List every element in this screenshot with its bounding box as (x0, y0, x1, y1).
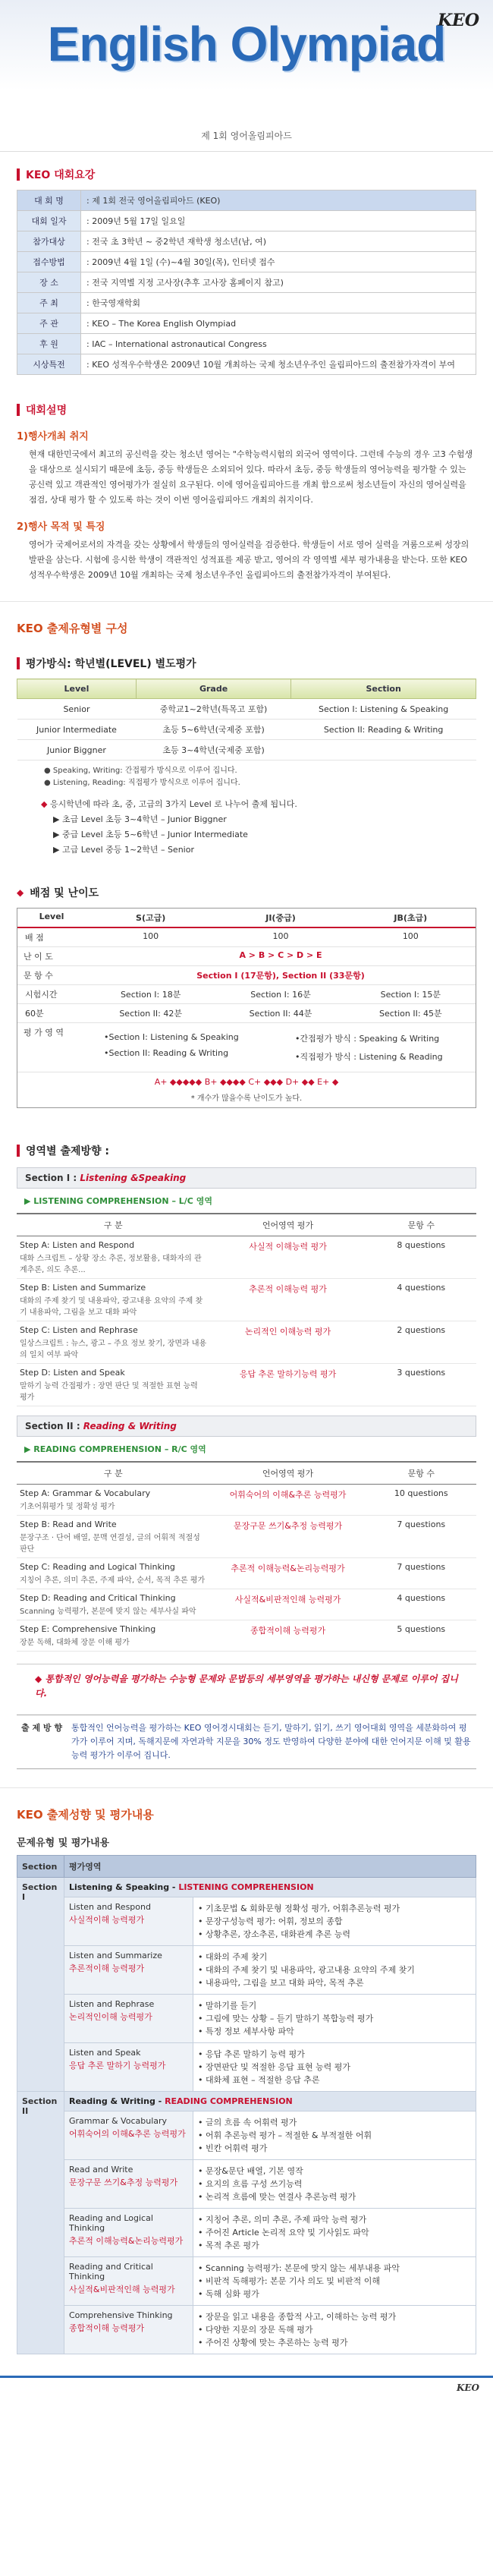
difficulty-table (17, 908, 476, 1108)
content-items (193, 2257, 476, 2306)
about-para1: 현재 대한민국에서 최고의 공신력을 갖는 청소년 영어는 "수학능력시험의 외국어 영역이다. 그런데 수능의 경우 고3 수험생을 대상으로 실시되기 때문에 초등, 중등 학생들은 소외되어 있다. 따라서 초등, 중등 학생들의 영어능력을 평가할 수 있는 공신력 있고 객관적인 영어평가가 절실히 요구된다. 이에 영어올림피아드를 개최 함으로써 청소년들이 자신의 영어실력을 점검, 상대 평가 할 수 있도록 하는 것이 이번 영어올림피아드 개최의 취지이다. (29, 449, 473, 505)
difficulty-value: Section I: 18분 (120, 990, 181, 1000)
content-items (193, 2112, 476, 2160)
overview-value: : 전국 초 3학년 ~ 중2학년 재학생 청소년(남, 여) (81, 231, 476, 252)
section1-table (17, 1213, 476, 1406)
content-area-title: Listening & Speaking - LISTENING COMPREHENSION (64, 1878, 476, 1897)
overview-value: : 전국 지역별 지정 고사장(추후 고사장 홈페이지 참고) (81, 272, 476, 293)
difficulty-value: Section II: 44분 (249, 1009, 312, 1019)
areas-heading: 영역별 출제방향 : (17, 1143, 476, 1158)
method-left (92, 1026, 278, 1069)
area-row (17, 1236, 476, 1279)
content-items (193, 1995, 476, 2043)
area-count: 2 questions (366, 1321, 476, 1364)
method-right (283, 1026, 469, 1069)
content-item: • 내용파악, 그림을 보고 대화 파악, 목적 추론 (198, 1978, 364, 1988)
content-item: • 목적 추론 평가 (198, 2241, 259, 2250)
area-count: 4 questions (366, 1279, 476, 1321)
area-col-header: 문항 수 (366, 1462, 476, 1485)
difficulty-key: 60분 (25, 1009, 44, 1019)
quote-box (17, 1664, 476, 1708)
level-cell-level: Junior Biggner (17, 740, 137, 761)
difficulty-row (17, 966, 476, 985)
area-count: 5 questions (366, 1620, 476, 1652)
overview-key: 주 관 (17, 313, 81, 334)
content-item: • 주어진 Article 논리적 요약 및 기사읽도 파악 (198, 2228, 369, 2237)
area-step-desc: Scanning 능력평가, 본문에 맞지 않는 세부사실 파악 (20, 1608, 196, 1616)
area-eval: 문장구문 쓰기&추정 능력평가 (210, 1516, 366, 1558)
area-col-header: 언어영역 평가 (210, 1462, 366, 1485)
difficulty-heading: ◆ 배점 및 난이도 (17, 887, 99, 899)
level-note: ● Listening, Reading: 직접평가 방식으로 이루어 집니다. (44, 779, 240, 787)
area-count: 10 questions (366, 1485, 476, 1516)
level-cell-section (291, 740, 476, 761)
footer-bar (0, 2376, 493, 2398)
level-col-header: Level (17, 679, 137, 699)
area-col-header: 구 분 (17, 1214, 210, 1236)
area-row (17, 1589, 476, 1620)
grades-list (17, 812, 476, 858)
overview-row (17, 313, 476, 334)
areas-section (0, 1128, 493, 1781)
area-step-desc: 지칭어 추론, 의미 추론, 주제 파악, 순서, 목적 추론 평가 (20, 1576, 206, 1585)
level-col-header: Section (291, 679, 476, 699)
overview-key: 접수방법 (17, 252, 81, 272)
content-item: • 문장&문단 배열, 기본 영작 (198, 2166, 303, 2176)
overview-heading: KEO 대회요강 (17, 167, 476, 182)
content-items (193, 1897, 476, 1946)
grades-intro: ◆ 응시학년에 따라 초, 중, 고급의 3가지 Level 로 나누어 출제 됩니다. (41, 799, 297, 809)
difficulty-col-header: S(고급) (86, 909, 215, 928)
area-step-name: Step C: Reading and Logical Thinking (20, 1562, 175, 1572)
level-col-header: Grade (136, 679, 290, 699)
content-name: Listen and Rephrase 논리적인이해 능력평가 (64, 1995, 193, 2043)
overview-key: 대회 일자 (17, 211, 81, 231)
content-name: Read and Write 문장구문 쓰기&추정 능력평가 (64, 2160, 193, 2209)
area-col-header: 언어영역 평가 (210, 1214, 366, 1236)
area-eval: 추론적 이해능력 평가 (210, 1279, 366, 1321)
difficulty-key: 시험시간 (25, 990, 58, 1000)
overview-value: : 2009년 5월 17일 일요일 (81, 211, 476, 231)
content-row (17, 2160, 476, 2209)
diamond-icon: ◆ (35, 1674, 46, 1684)
difficulty-value: Section I: 16분 (250, 990, 311, 1000)
exam-heading: KEO 출제유형별 구성 (17, 622, 128, 635)
difficulty-row (17, 947, 476, 966)
method-item: •간접평가 방식 : Speaking & Writing (295, 1034, 440, 1044)
difficulty-key: 난 이 도 (24, 952, 53, 962)
diamond-icon: ◆ (41, 799, 50, 809)
content-item: • 특정 정보 세부사항 파악 (198, 2026, 294, 2036)
area-step (17, 1364, 210, 1406)
content-section-label: Section II (17, 2092, 64, 2354)
level-cell-level: Junior Intermediate (17, 720, 137, 740)
content-name: Comprehensive Thinking 종합적이해 능력평가 (64, 2306, 193, 2354)
content-col-header: Section (17, 1856, 64, 1878)
content-table (17, 1855, 476, 2354)
grade-item: ▶ 중급 Level 초등 5~6학년 – Junior Intermediate (53, 830, 248, 839)
content-section-row (17, 2092, 476, 2112)
difficulty-col-header: JI(중급) (215, 909, 345, 928)
hero-title: English Olympiad (47, 17, 446, 71)
content-item: • 글의 흐름 속 어휘력 평가 (198, 2118, 297, 2127)
area-step-desc: 장문 독해, 대화체 장문 이해 평가 (20, 1639, 130, 1647)
content-item: • 비판적 독해평가: 본문 기사 의도 및 비판적 이해 (198, 2276, 381, 2286)
level-cell-grade: 초등 3~4학년(국제중 포함) (136, 740, 290, 761)
area-step-desc: 말하기 능력 간접평가 : 장면 판단 및 적절한 표현 능력 평가 (20, 1382, 198, 1402)
level-cell-level: Senior (17, 699, 137, 720)
area-row (17, 1620, 476, 1652)
overview-key: 대 회 명 (17, 191, 81, 211)
area-step (17, 1279, 210, 1321)
heading-bar-icon (17, 168, 20, 181)
content-item: • 독해 심화 평가 (198, 2289, 259, 2299)
difficulty-value: Section II: 45분 (378, 1009, 442, 1019)
grade-item: ▶ 고급 Level 중등 1~2학년 – Senior (53, 845, 194, 855)
diamond-icon: ◆ (17, 887, 24, 898)
heading-bar-icon (17, 404, 20, 416)
content-item: • 주어진 상황에 맞는 추론하는 능력 평가 (198, 2338, 348, 2348)
overview-row (17, 211, 476, 231)
difficulty-key: 배 점 (25, 933, 44, 943)
eval-direction (17, 1715, 476, 1769)
content-row (17, 1946, 476, 1995)
overview-key: 시상특전 (17, 354, 81, 375)
overview-row (17, 252, 476, 272)
area-eval: 사실적 이해능력 평가 (210, 1236, 366, 1279)
area-row (17, 1516, 476, 1558)
about-sub2: 2)행사 목적 및 특징 (17, 521, 105, 533)
area-step (17, 1516, 210, 1558)
overview-section (0, 152, 493, 387)
area-eval: 사실적&비판적인해 능력평가 (210, 1589, 366, 1620)
area-count: 7 questions (366, 1516, 476, 1558)
content-item: • 기초문법 & 회화문형 정확성 평가, 어휘추론능력 평가 (198, 1904, 400, 1913)
content-name: Listen and Summarize 추론적이해 능력평가 (64, 1946, 193, 1995)
area-row (17, 1279, 476, 1321)
content-row (17, 1995, 476, 2043)
difficulty-value: 100 (143, 931, 159, 941)
content-name: Reading and Logical Thinking 추론적 이해능력&논리능력평가 (64, 2209, 193, 2257)
content-item: • 빈칸 어휘력 평가 (198, 2143, 268, 2153)
area-step-desc: 문장구조 · 단어 배열, 문맥 연결성, 글의 어휘적 적절성 판단 (20, 1534, 200, 1554)
about-para2: 영어가 국제어로서의 자격을 갖는 상황에서 학생들의 영어실력을 검증한다. 학생들이 서로 영어 실력을 겨룸으로써 성장의 발판을 삼는다. 시험에 응시한 학생이 객관적인 성적표를 제공 받고, 영어의 각 영역별 세부 평가내용을 받는다. 또한 KEO 성적우수학생은 2009년 10월 개최하는 국제 청소년우주인 올림피아드의 출전참가자격이 부여된다. (29, 540, 469, 580)
content-item: • 요지의 흐름 구성 쓰기능력 (198, 2179, 303, 2189)
difficulty-scale: A+ ◆◆◆◆◆ B+ ◆◆◆◆ C+ ◆◆◆ D+ ◆◆ E+ ◆ (154, 1077, 339, 1087)
heading-bar-icon (17, 1145, 20, 1157)
area-row (17, 1558, 476, 1589)
section2-title: Section II : Reading & Writing (17, 1416, 476, 1437)
content-items (193, 2306, 476, 2354)
overview-row (17, 293, 476, 313)
area-step-name: Step E: Comprehensive Thinking (20, 1624, 156, 1634)
content-items (193, 2209, 476, 2257)
area-step-desc: 일상스크립트 : 뉴스, 광고 – 주요 정보 찾기, 장면과 내용의 일치 여부 파악 (20, 1340, 207, 1359)
area-row (17, 1364, 476, 1406)
content-section-label: Section I (17, 1878, 64, 2092)
quote-text: ◆ 통합적인 영어능력을 평가하는 수능형 문제와 문법등의 세부영역을 평가하는 내신형 문제로 이루어 집니다. (35, 1674, 458, 1699)
eval-direction-label: 출 제 방 향 (21, 1723, 62, 1733)
method-label: 평 가 영 역 (24, 1028, 64, 1038)
area-col-header: 구 분 (17, 1462, 210, 1485)
content-row (17, 1897, 476, 1946)
area-eval: 어휘숙어의 이해&추론 능력평가 (210, 1485, 366, 1516)
area-count: 3 questions (366, 1364, 476, 1406)
area-count: 7 questions (366, 1558, 476, 1589)
overview-value: : KEO – The Korea English Olympiad (81, 313, 476, 334)
content-row (17, 2043, 476, 2092)
content-item: • 어휘 추론능력 평가 – 적절한 & 부적절한 어휘 (198, 2130, 372, 2140)
content-section-row (17, 1878, 476, 1897)
eval-direction-text: 통합적인 언어능력을 평가하는 KEO 영어경시대회는 듣기, 말하기, 읽기, 쓰기 영어대회 영역을 세분화하여 평가가 이루어 지며, 독해지문에 자연과학 지문을 30% 정도 반영하여 다양한 분야에 대한 언어지문 이해 및 활용능력 평가가 이루어 집니다. (71, 1723, 471, 1760)
content-name: Listen and Speak 응답 추론 말하기 능력평가 (64, 2043, 193, 2092)
hero-banner (0, 0, 493, 152)
area-col-header: 문항 수 (366, 1214, 476, 1236)
level-cell-section: Section II: Reading & Writing (291, 720, 476, 740)
area-step-name: Step D: Listen and Speak (20, 1368, 125, 1378)
content-row (17, 2209, 476, 2257)
overview-key: 후 원 (17, 334, 81, 354)
overview-value: : IAC – International astronautical Congress (81, 334, 476, 354)
level-note: ● Speaking, Writing: 간접평가 방식으로 이루어 집니다. (44, 767, 237, 775)
grade-item: ▶ 초급 Level 초등 3~4학년 – Junior Biggner (53, 814, 227, 824)
hero-subtitle: 제 1회 영어올림피아드 (201, 131, 292, 141)
area-row (17, 1485, 476, 1516)
section2-sub: ▶ READING COMPREHENSION – R/C 영역 (24, 1444, 206, 1454)
content-item: • Scanning 능력평가: 본문에 맞지 않는 세부내용 파악 (198, 2263, 400, 2273)
footer-logo: KEO (456, 2382, 479, 2393)
content-item: • 대화의 주제 찾기 (198, 1952, 268, 1962)
method-item: •Section I: Listening & Speaking (104, 1032, 239, 1042)
level-row (17, 740, 476, 761)
content-name: Reading and Critical Thinking 사실적&비판적인해 능력평가 (64, 2257, 193, 2306)
divider (0, 601, 493, 602)
level-cell-section: Section I: Listening & Speaking (291, 699, 476, 720)
content-items (193, 2160, 476, 2209)
about-heading: 대회설명 (17, 402, 476, 417)
content-item: • 대화체 표현 – 적절한 응답 추론 (198, 2075, 320, 2085)
overview-row (17, 334, 476, 354)
about-section (0, 387, 493, 595)
difficulty-key: 문 항 수 (24, 971, 53, 981)
area-step-desc: 대화 스크립트 – 상황 장소 추론, 정보활용, 대화자의 관계추론, 의도 추론... (20, 1255, 202, 1274)
difficulty-col-header: Level (17, 909, 86, 928)
difficulty-value: Section I: 15분 (380, 990, 441, 1000)
content-item: • 논리적 흐름에 맞는 연결사 추론능력 평가 (198, 2192, 356, 2202)
content-row (17, 2112, 476, 2160)
area-step-name: Step C: Listen and Rephrase (20, 1325, 138, 1335)
content-row (17, 2306, 476, 2354)
difficulty-value: 100 (402, 931, 419, 941)
overview-row (17, 354, 476, 375)
method-row (17, 1023, 476, 1072)
area-step (17, 1589, 210, 1620)
keo-logo: KEO (437, 11, 479, 30)
difficulty-row (17, 928, 476, 947)
difficulty-row (17, 1004, 476, 1023)
divider (0, 1787, 493, 1788)
difficulty-col-header: JB(초급) (346, 909, 476, 928)
area-eval: 논리적인 이해능력 평가 (210, 1321, 366, 1364)
overview-value: : KEO 성적우수학생은 2009년 10월 개최하는 국제 청소년우주인 올림피아드의 출전참가자격이 부여 (81, 354, 476, 375)
overview-table (17, 190, 476, 375)
area-eval: 응답 추론 말하기능력 평가 (210, 1364, 366, 1406)
level-row (17, 699, 476, 720)
area-step-desc: 기초어휘평가 및 정확성 평가 (20, 1503, 115, 1511)
heading-bar-icon (17, 657, 20, 669)
level-notes (17, 765, 476, 789)
content-row (17, 2257, 476, 2306)
section1-sub: ▶ LISTENING COMPREHENSION – L/C 영역 (24, 1196, 212, 1206)
content-col-header: 평가영역 (64, 1856, 476, 1878)
difficulty-value: A > B > C > D > E (239, 950, 322, 960)
overview-key: 장 소 (17, 272, 81, 293)
overview-row (17, 272, 476, 293)
overview-value: : 제 1회 전국 영어올림피아드 (KEO) (81, 191, 476, 211)
overview-row (17, 231, 476, 252)
level-table (17, 679, 476, 761)
content-sub: 문제유형 및 평가내용 (17, 1838, 110, 1849)
content-item: • 대화의 주제 찾기 및 내용파악, 광고내용 요약의 주제 찾기 (198, 1965, 415, 1975)
area-step (17, 1485, 210, 1516)
content-item: • 장문을 읽고 내용을 종합적 사고, 이해하는 능력 평가 (198, 2312, 397, 2322)
content-item: • 지칭어 추론, 의미 추론, 주제 파악 능력 평가 (198, 2215, 367, 2225)
area-eval: 추론적 이해능력&논리능력평가 (210, 1558, 366, 1589)
overview-value: : 한국영재학회 (81, 293, 476, 313)
exam-section (0, 641, 493, 870)
overview-row (17, 191, 476, 211)
area-step-name: Step A: Grammar & Vocabulary (20, 1488, 151, 1498)
content-items (193, 2043, 476, 2092)
difficulty-value: 100 (272, 931, 289, 941)
difficulty-scale-note: * 개수가 많을수록 난이도가 높다. (190, 1094, 303, 1103)
method-item: •직접평가 방식 : Listening & Reading (295, 1052, 443, 1062)
content-name: Grammar & Vocabulary 어휘숙어의 이해&추론 능력평가 (64, 2112, 193, 2160)
exam-type-heading: 평가방식: 학년별(LEVEL) 별도평가 (17, 656, 476, 671)
difficulty-row (17, 985, 476, 1004)
content-item: • 상황추론, 장소추론, 대화관계 추론 능력 (198, 1929, 350, 1939)
content-item: • 다양한 지문의 장문 독해 평가 (198, 2325, 313, 2335)
area-step (17, 1321, 210, 1364)
level-cell-grade: 초등 5~6학년(국제중 포함) (136, 720, 290, 740)
area-eval: 종합적이해 능력평가 (210, 1620, 366, 1652)
overview-value: : 2009년 4월 1일 (수)~4월 30일(목), 인터넷 접수 (81, 252, 476, 272)
difficulty-value: Section II: 42분 (119, 1009, 182, 1019)
content-items (193, 1946, 476, 1995)
content-item: • 장면판단 및 적절한 응답 표현 능력 평가 (198, 2062, 350, 2072)
section2-table (17, 1461, 476, 1652)
content-item: • 응답 추론 말하기 능력 평가 (198, 2049, 305, 2059)
overview-key: 주 최 (17, 293, 81, 313)
area-count: 4 questions (366, 1589, 476, 1620)
area-step-name: Step A: Listen and Respond (20, 1240, 135, 1250)
area-step (17, 1558, 210, 1589)
content-name: Listen and Respond 사실적이해 능력평가 (64, 1897, 193, 1946)
area-step-name: Step B: Read and Write (20, 1519, 117, 1529)
area-step-name: Step B: Listen and Summarize (20, 1283, 146, 1293)
content-area-title: Reading & Writing - READING COMPREHENSION (64, 2092, 476, 2112)
area-count: 8 questions (366, 1236, 476, 1279)
content-section (0, 1834, 493, 2367)
area-row (17, 1321, 476, 1364)
about-sub1: 1)행사개최 취지 (17, 431, 89, 442)
content-item: • 문장구성능력 평가: 어휘, 정보의 종합 (198, 1916, 343, 1926)
method-item: •Section II: Reading & Writing (104, 1048, 229, 1058)
level-cell-grade: 중학교1~2학년(특목고 포함) (136, 699, 290, 720)
difficulty-section (0, 870, 493, 1128)
level-row (17, 720, 476, 740)
area-step (17, 1620, 210, 1652)
content-item: • 그림에 맞는 상황 – 듣기 말하기 복합능력 평가 (198, 2014, 374, 2023)
overview-key: 참가대상 (17, 231, 81, 252)
content-item: • 말하기를 듣기 (198, 2001, 257, 2011)
section1-title: Section I : Listening &Speaking (17, 1167, 476, 1189)
area-step-name: Step D: Reading and Critical Thinking (20, 1593, 176, 1603)
area-step-desc: 대화의 주제 찾기 및 내용파악, 광고내용 요약의 주제 찾기 내용파악, 그림을 보고 대화 파악 (20, 1297, 203, 1317)
difficulty-value: Section I (17문항), Section II (33문항) (196, 971, 365, 981)
content-heading: KEO 출제성향 및 평가내용 (17, 1808, 154, 1822)
area-step (17, 1236, 210, 1279)
